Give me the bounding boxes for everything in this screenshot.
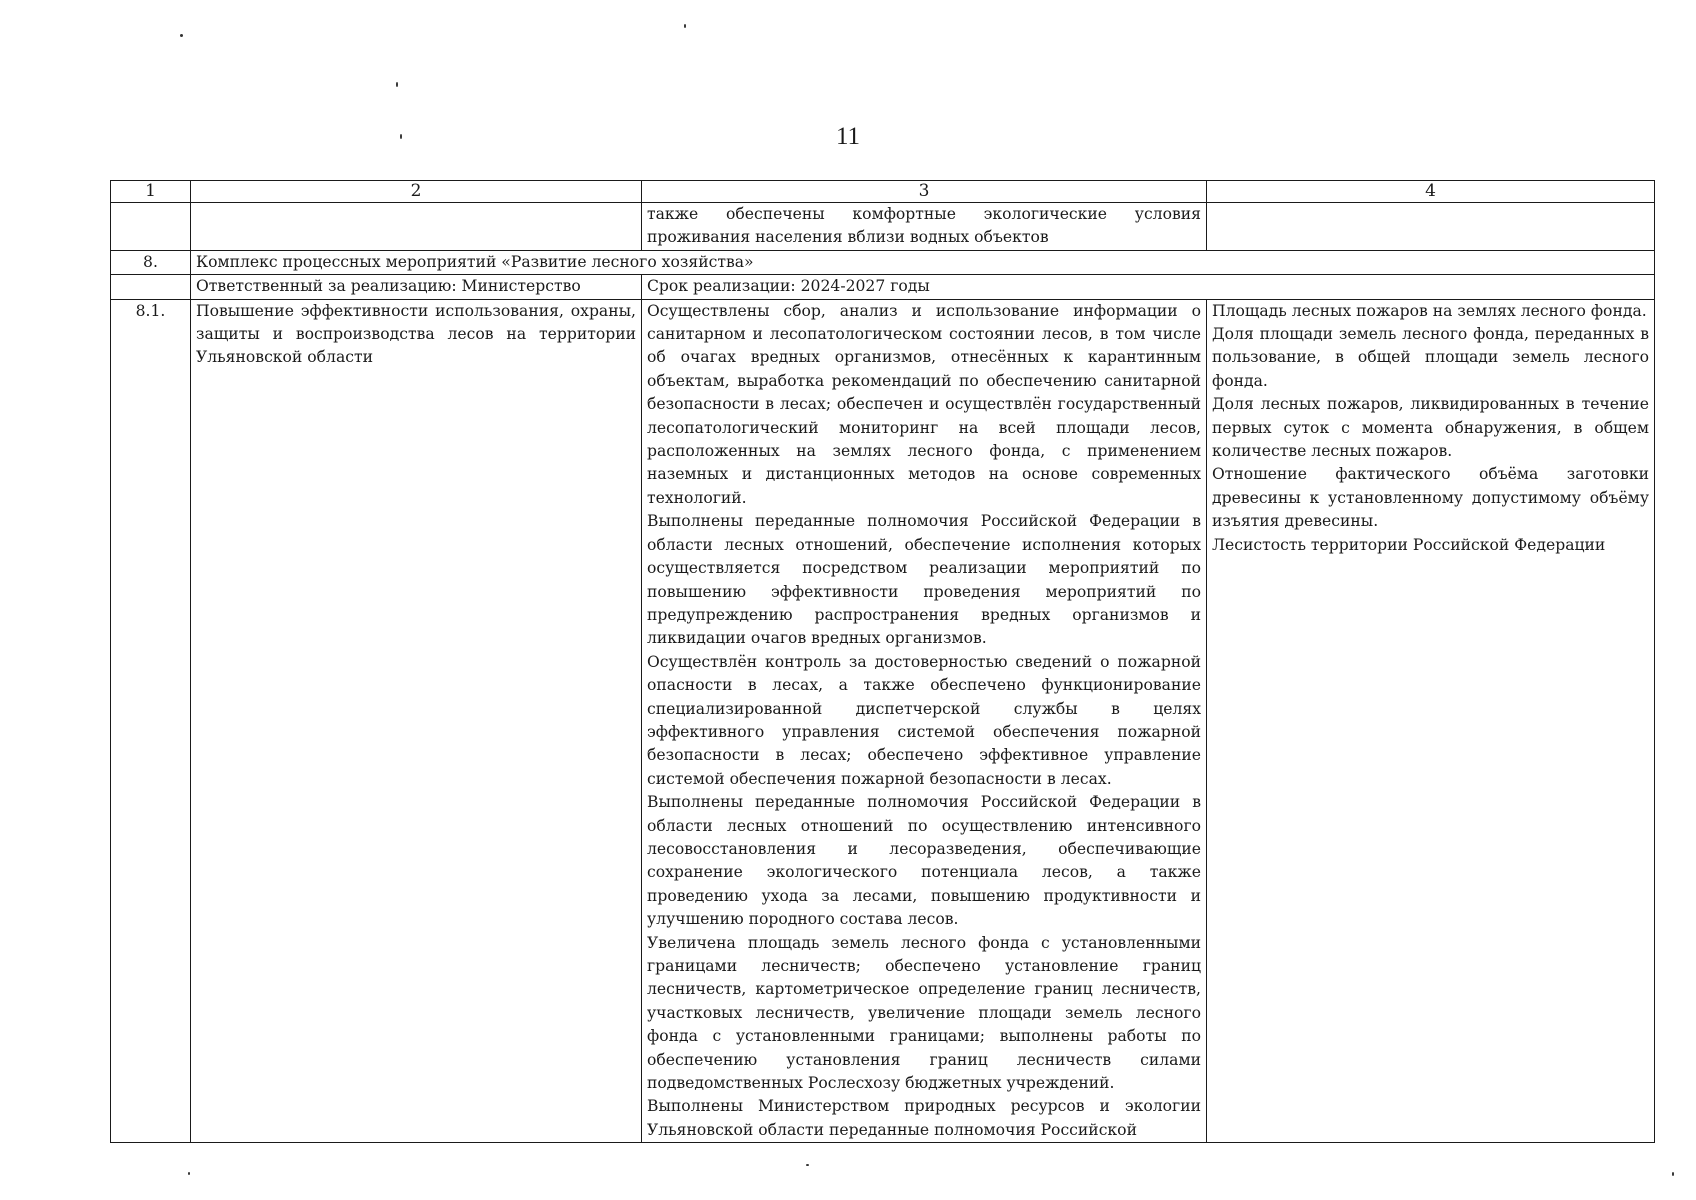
section-responsible: Ответственный за реализацию: Министерство xyxy=(191,275,642,299)
column-header-1: 1 xyxy=(111,181,191,203)
indicators-cell xyxy=(1207,299,1655,1143)
scan-speck xyxy=(180,34,183,37)
continuation-row xyxy=(111,203,1655,251)
indicator-item: Лесистость территории Российской Федерации xyxy=(1212,535,1606,554)
result-paragraph: Осуществлены сбор, анализ и использование информации о санитарном и лесопатологическом состоянии лесов, в том числе об очагах вредных организмов, отнесённых к карантинным объектам, выработка рекомендаций по обеспечению санитарной безопасности в лесах; обеспечен и осуществлён государственный лесопатологический мониторинг на всей площади лесов, расположенных на землях лесного фонда, с применением наземных и дистанционных методов на основе современных технологий. xyxy=(647,301,1201,507)
continuation-indicator-cell xyxy=(1207,203,1655,251)
scan-speck xyxy=(188,1172,190,1175)
result-paragraph: Осуществлён контроль за достоверностью сведений о пожарной опасности в лесах, а также обеспечено функционирование специализированной диспетчерской службы в целях эффективного управления системой обеспечения пожарной безопасности в лесах; обеспечено эффективное управление системой обеспечения пожарной безопасности в лесах. xyxy=(647,652,1201,788)
continuation-num-cell xyxy=(111,203,191,251)
section-title-row xyxy=(111,250,1655,274)
section-period: Срок реализации: 2024-2027 годы xyxy=(642,275,1655,299)
page-number: 11 xyxy=(835,123,861,150)
section-title: Комплекс процессных мероприятий «Развитие лесного хозяйства» xyxy=(191,250,1655,274)
column-header-4: 4 xyxy=(1207,181,1655,203)
row-number: 8.1. xyxy=(111,299,191,1143)
continuation-name-cell xyxy=(191,203,642,251)
column-header-2: 2 xyxy=(191,181,642,203)
indicator-item: Доля лесных пожаров, ликвидированных в течение первых суток с момента обнаружения, в общем количестве лесных пожаров. xyxy=(1212,395,1649,461)
indicator-item: Отношение фактического объёма заготовки древесины к установленному допустимому объёму изъятия древесины. xyxy=(1212,465,1649,531)
results-cell xyxy=(642,299,1207,1143)
table-header-row xyxy=(111,181,1655,203)
scan-speck xyxy=(806,1164,809,1166)
section-meta-empty-cell xyxy=(111,275,191,299)
activity-name: Повышение эффективности использования, охраны, защиты и воспроизводства лесов на территории Ульяновской области xyxy=(191,299,642,1143)
result-paragraph: Выполнены переданные полномочия Российской Федерации в области лесных отношений, обеспечение исполнения которых осуществляется посредством реализации мероприятий по повышению эффективности проведения мероприятий по предупреждению распространения вредных организмов и ликвидации очагов вредных организмов. xyxy=(647,512,1201,648)
section-meta-row xyxy=(111,275,1655,299)
indicator-item: Доля площади земель лесного фонда, переданных в пользование, в общей площади земель лесного фонда. xyxy=(1212,325,1649,390)
scan-speck xyxy=(684,24,686,28)
continuation-result-cell: также обеспечены комфортные экологические условия проживания населения вблизи водных объектов xyxy=(642,203,1207,251)
scan-speck xyxy=(1672,1172,1674,1176)
result-paragraph: Увеличена площадь земель лесного фонда с установленными границами лесничеств; обеспечено установление границ лесничеств, картометрическое определение границ лесничеств, участковых лесничеств, увеличение площади земель лесного фонда с установленными границами; выполнены работы по обеспечению установления границ лесничеств силами подведомственных Рослесхозу бюджетных учреждений. xyxy=(647,933,1201,1093)
scan-speck xyxy=(396,82,398,87)
program-table xyxy=(110,180,1655,1143)
section-number: 8. xyxy=(111,250,191,274)
column-header-3: 3 xyxy=(642,181,1207,203)
scan-speck xyxy=(400,134,402,139)
result-paragraph: Выполнены Министерством природных ресурсов и экологии Ульяновской области переданные полномочия Российской xyxy=(647,1097,1201,1139)
table-row-8-1 xyxy=(111,299,1655,1143)
indicator-item: Площадь лесных пожаров на землях лесного фонда. xyxy=(1212,301,1647,320)
result-paragraph: Выполнены переданные полномочия Российской Федерации в области лесных отношений по осуществлению интенсивного лесовосстановления и лесоразведения, обеспечивающие сохранение экологического потенциала лесов, а также проведению ухода за лесами, повышению продуктивности и улучшению породного состава лесов. xyxy=(647,793,1201,929)
